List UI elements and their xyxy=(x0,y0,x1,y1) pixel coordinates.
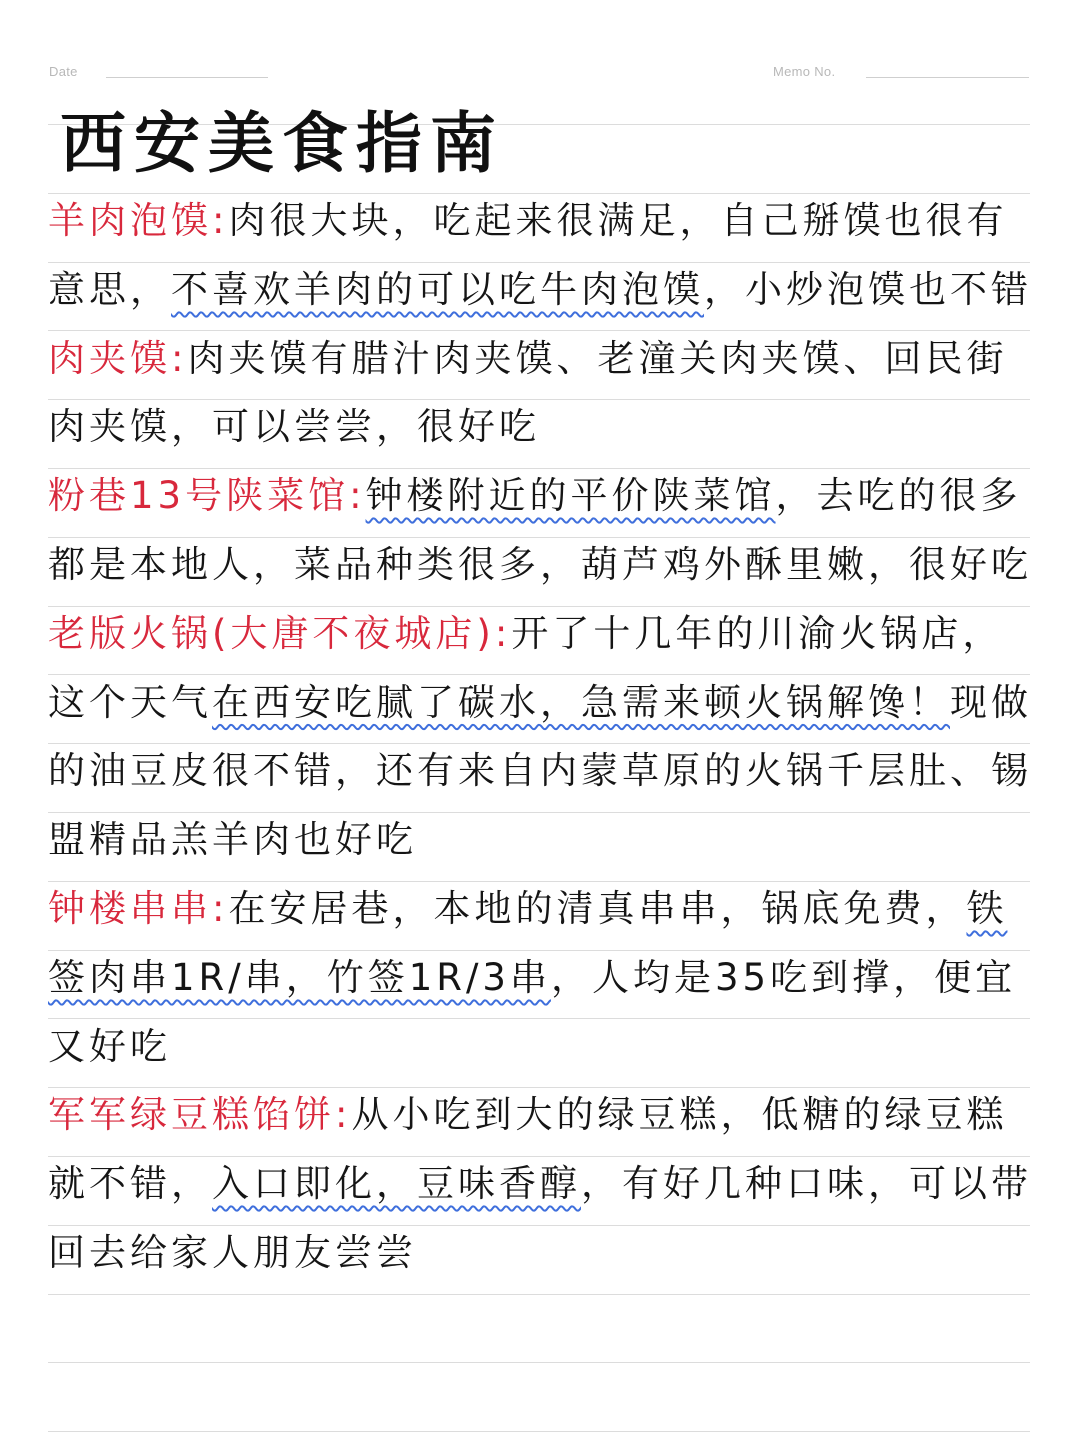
underlined-text: 铁签肉串1R/串，竹签1R/3串 xyxy=(48,886,1008,999)
entry-junjun-lvdougao xyxy=(48,1081,1038,1287)
underlined-text: 不喜欢羊肉的可以吃牛肉泡馍 xyxy=(171,267,704,311)
entry-text: ，小炒泡馍也不错 xyxy=(704,267,1032,311)
entry-name: 粉巷13号陕菜馆: xyxy=(48,474,366,518)
entry-laoban-hotpot xyxy=(48,600,1038,875)
underlined-text: 入口即化，豆味香醇 xyxy=(212,1162,581,1206)
food-list xyxy=(48,187,1038,1288)
entry-text: 从小吃到大的绿豆糕，低糖的绿豆糕就不错， xyxy=(48,1093,1008,1206)
entry-text: 肉很大块，吃起来很满足，自己掰馍也很有意思， xyxy=(48,199,1008,311)
entry-mutton-paomo xyxy=(48,187,1038,325)
entry-roujiamo xyxy=(48,325,1038,463)
date-line xyxy=(106,77,268,78)
entry-text: ，人均是35吃到撑，便宜又好吃 xyxy=(48,955,1017,1068)
memo-label: Memo No. xyxy=(773,64,836,79)
memo-line xyxy=(866,77,1029,78)
underlined-text: 钟楼附近的平价陕菜馆 xyxy=(365,474,776,518)
entry-text: 在安居巷，本地的清真串串，锅底免费， xyxy=(228,886,967,930)
entry-name: 老版火锅(大唐不夜城店): xyxy=(48,611,512,655)
entry-text: 肉夹馍有腊汁肉夹馍、老潼关肉夹馍、回民街肉夹馍，可以尝尝，很好吃 xyxy=(48,336,1008,449)
entry-zhonglou-chuanchuan xyxy=(48,875,1038,1081)
entry-name: 肉夹馍: xyxy=(48,336,188,380)
page-title: 西安美食指南 xyxy=(60,105,504,182)
entry-name: 军军绿豆糕馅饼: xyxy=(48,1093,352,1137)
entry-fenxiang-13 xyxy=(48,462,1038,600)
entry-name: 羊肉泡馍: xyxy=(48,199,229,242)
entry-text: 现做的油豆皮很不错，还有来自内蒙草原的火锅千层肚、锡盟精品羔羊肉也好吃 xyxy=(48,680,1032,862)
entry-name: 钟楼串串: xyxy=(48,886,229,930)
underlined-text: 在西安吃腻了碳水，急需来顿火锅解馋！ xyxy=(212,680,950,724)
entry-text: ，去吃的很多都是本地人，菜品种类很多，葫芦鸡外酥里嫩，很好吃 xyxy=(48,474,1032,586)
date-label: Date xyxy=(49,64,78,79)
entry-text: ，有好几种口味，可以带回去给家人朋友尝尝 xyxy=(48,1162,1032,1274)
entry-text: 开了十几年的川渝火锅店，这个天气 xyxy=(48,611,1004,724)
